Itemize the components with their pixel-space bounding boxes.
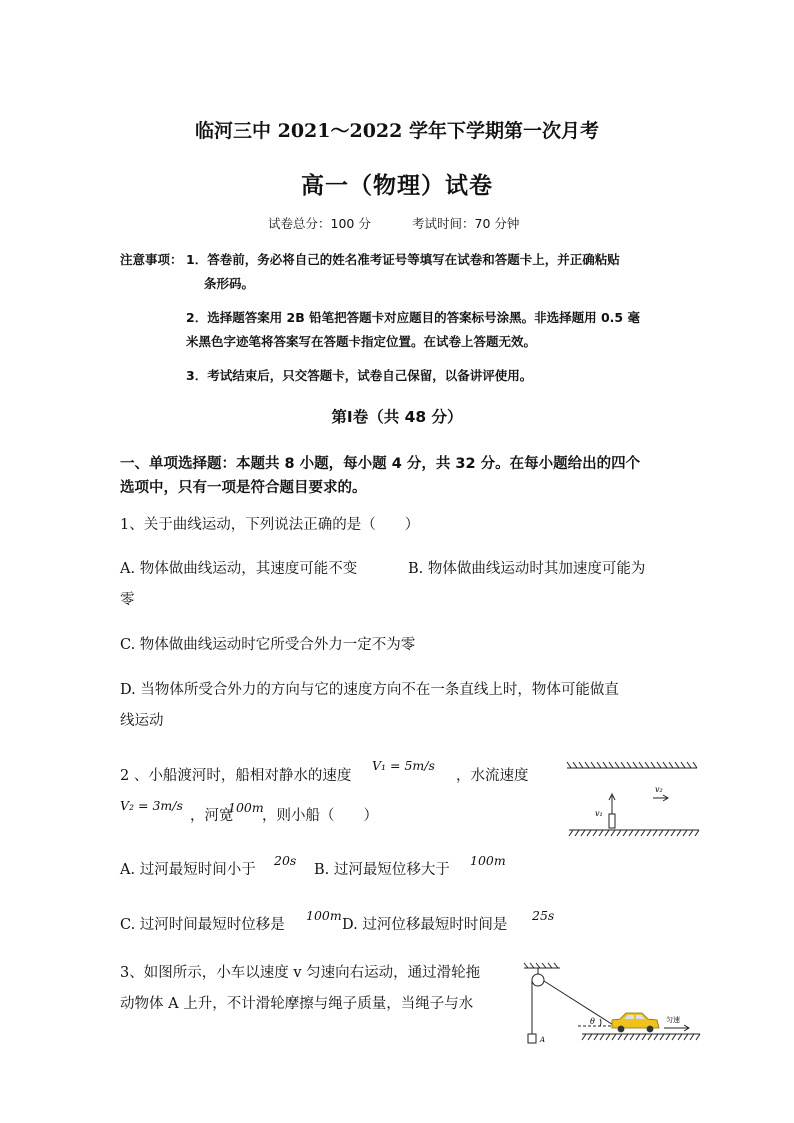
q2-option-a: A. 过河最短时间小于	[120, 862, 256, 878]
q3-stem-line-2: 动物体 A 上升，不计滑轮摩擦与绳子质量，当绳子与水	[120, 996, 474, 1012]
river-figure	[565, 760, 705, 842]
total-score: 试卷总分：100 分	[268, 216, 371, 231]
q2-stem-part-4: ，则小船（ ）	[262, 808, 378, 824]
q2-stem-part-1: 2 、小船渡河时，船相对静水的速度	[120, 768, 352, 784]
q2-option-a-value: 20s	[274, 853, 297, 868]
fig-theta-label: θ	[590, 1017, 595, 1026]
q1-option-c: C. 物体做曲线运动时它所受合外力一定不为零	[120, 637, 416, 653]
q1-stem: 1、关于曲线运动，下列说法正确的是（ ）	[120, 517, 420, 533]
fig-speed-label: 匀速	[666, 1016, 680, 1024]
exam-time: 考试时间：70 分钟	[412, 216, 520, 231]
q1-option-d: D. 当物体所受合外力的方向与它的速度方向不在一条直线上时，物体可能做直	[120, 682, 619, 698]
note-1-line-1: 1．答卷前，务必将自己的姓名准考证号等填写在试卷和答题卡上，并正确粘贴	[186, 252, 620, 267]
q2-v1-formula: V₁ = 5m/s	[372, 758, 435, 773]
q3-stem-line-1: 3、如图所示，小车以速度 v 匀速向右运动，通过滑轮拖	[120, 965, 481, 981]
q2-option-b: B. 过河最短位移大于	[314, 862, 450, 878]
note-1-line-2: 条形码。	[204, 276, 255, 291]
q1-option-b: B. 物体做曲线运动时其加速度可能为	[408, 561, 646, 577]
note-2-line-1: 2．选择题答案用 2B 铅笔把答题卡对应题目的答案标号涂黑。非选择题用 0.5 毫	[186, 310, 640, 325]
q2-option-d: D. 过河位移最短时时间是	[342, 917, 508, 933]
q1-option-b-cont: 零	[120, 592, 135, 608]
fig-v1-label: v₁	[595, 809, 603, 818]
q2-width-value: 100m	[228, 800, 264, 815]
q2-option-d-value: 25s	[532, 908, 555, 923]
exam-subtitle: 高一（物理）试卷	[301, 172, 493, 199]
car-icon	[612, 1013, 659, 1032]
q2-option-c: C. 过河时间最短时位移是	[120, 917, 285, 933]
note-3: 3．考试结束后，只交答题卡，试卷自己保留，以备讲评使用。	[186, 368, 533, 383]
section-instruction-line-1: 一、单项选择题：本题共 8 小题，每小题 4 分，共 32 分。在每小题给出的四个	[120, 456, 641, 472]
pulley-car-figure	[520, 962, 706, 1050]
notes-label: 注意事项：	[120, 252, 183, 267]
q1-option-d-cont: 线运动	[120, 713, 164, 729]
q2-v2-formula: V₂ = 3m/s	[120, 798, 183, 813]
q2-option-c-value: 100m	[306, 908, 342, 923]
section-instruction-line-2: 选项中，只有一项是符合题目要求的。	[120, 480, 367, 496]
q1-option-a: A. 物体做曲线运动，其速度可能不变	[120, 561, 358, 577]
q2-option-b-value: 100m	[470, 853, 506, 868]
q2-stem-part-2: ，水流速度	[456, 768, 529, 784]
fig-v2-label: v₂	[655, 785, 663, 794]
q2-stem-part-3: ，河宽	[190, 808, 234, 824]
fig-block-a-label: A	[540, 1036, 546, 1044]
exam-title: 临河三中 2021～2022 学年下学期第一次月考	[195, 120, 599, 142]
section-heading: 第Ⅰ卷（共 48 分）	[331, 408, 463, 426]
note-2-line-2: 米黑色字迹笔将答案写在答题卡指定位置。在试卷上答题无效。	[186, 334, 537, 349]
